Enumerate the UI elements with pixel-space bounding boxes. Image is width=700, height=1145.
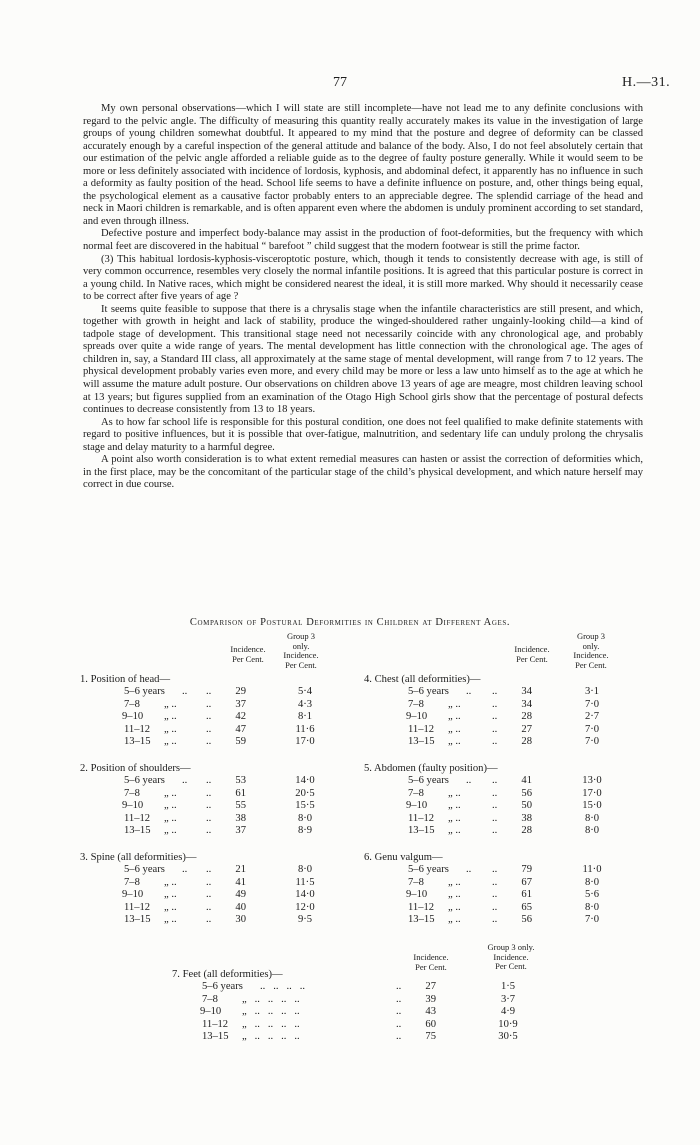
section-title: 4. Chest (all deformities)— bbox=[364, 674, 481, 685]
group3-cell: 8·9 bbox=[297, 824, 313, 836]
document-reference: H.—31. bbox=[622, 75, 671, 90]
leader-dots: .. bbox=[206, 800, 212, 812]
table-row bbox=[364, 788, 700, 800]
header-line: Group 3 only. bbox=[487, 942, 535, 952]
group3-cell: 4·9 bbox=[500, 1006, 516, 1018]
leader-dots: „ .. bbox=[448, 812, 461, 824]
age-cell: 5–6 years bbox=[124, 686, 165, 698]
group3-cell: 5·6 bbox=[584, 889, 600, 901]
leader-dots: „ .. bbox=[448, 723, 461, 735]
incidence-cell: 28 bbox=[521, 711, 532, 723]
table-row bbox=[364, 864, 700, 876]
leader-dots: .. bbox=[492, 864, 498, 876]
age-cell: 11–12 bbox=[408, 723, 435, 735]
age-cell: 11–12 bbox=[124, 723, 151, 735]
leader-dots: .. bbox=[492, 723, 498, 735]
group3-cell: 10·9 bbox=[498, 1018, 518, 1030]
incidence-cell: 47 bbox=[235, 723, 246, 735]
table-row bbox=[364, 825, 700, 837]
section-title: 1. Position of head— bbox=[80, 674, 171, 685]
age-cell: 5–6 years bbox=[408, 775, 449, 787]
leader-dots: .. .. .. .. bbox=[260, 981, 306, 993]
group3-cell: 7·0 bbox=[584, 698, 600, 710]
table-row bbox=[364, 699, 700, 711]
leader-dots: „ .. bbox=[164, 876, 177, 888]
leader-dots: .. bbox=[396, 1018, 402, 1030]
leader-dots: „ .. bbox=[164, 824, 177, 836]
header-line: Per Cent. bbox=[575, 659, 607, 670]
age-cell: 13–15 bbox=[124, 735, 151, 747]
group3-cell: 12·0 bbox=[295, 901, 315, 913]
leader-dots: .. bbox=[206, 812, 212, 824]
leader-dots: .. bbox=[466, 775, 472, 787]
group3-cell: 11·0 bbox=[582, 864, 602, 876]
leader-dots: .. bbox=[492, 876, 498, 888]
leader-dots: „ .. .. .. .. bbox=[242, 1006, 300, 1018]
age-cell: 13–15 bbox=[124, 913, 151, 925]
header-line: Per Cent. bbox=[415, 961, 447, 972]
age-cell: 9–10 bbox=[122, 711, 144, 723]
table-row bbox=[364, 902, 700, 914]
group3-cell: 1·5 bbox=[500, 981, 516, 993]
table-row bbox=[364, 889, 700, 901]
leader-dots: „ .. bbox=[448, 876, 461, 888]
incidence-cell: 34 bbox=[521, 686, 532, 698]
leader-dots: „ .. bbox=[448, 787, 461, 799]
table-section bbox=[364, 674, 700, 748]
table-row bbox=[364, 724, 700, 736]
table-row bbox=[172, 1031, 700, 1043]
paragraph: As to how far school life is responsible for this postural condition, one does not feel qualified to make definite statements with regard to positive influences, but it is possible that over-fatigue, malnutrition, and sedentary life can unduly prolong the chrysalis stage and delay maturity to a harmful degree. bbox=[83, 416, 643, 453]
leader-dots: „ .. bbox=[164, 901, 177, 913]
leader-dots: „ .. .. .. .. bbox=[242, 1030, 300, 1042]
header-line: only. bbox=[582, 640, 600, 651]
group3-cell: 15·0 bbox=[582, 800, 602, 812]
leader-dots: .. bbox=[492, 735, 498, 747]
table-row bbox=[364, 877, 700, 889]
group3-cell: 11·5 bbox=[295, 876, 315, 888]
leader-dots: .. bbox=[396, 993, 402, 1005]
incidence-cell: 41 bbox=[235, 876, 246, 888]
header-line: Per Cent. bbox=[285, 659, 317, 670]
table-section bbox=[172, 969, 700, 1043]
table-row bbox=[172, 981, 700, 993]
age-cell: 13–15 bbox=[408, 913, 435, 925]
leader-dots: .. bbox=[206, 711, 212, 723]
paragraph: My own personal observations—which I will state are still incomplete—have not lead me to any definite conclusions with regard to the pelvic angle. The difficulty of measuring this quantity really accurately makes its value in the investigation of large groups of young children somewhat doubtful. It appeared to my mind that the posture and degree of deformity can be classed accurately enough by a careful inspection of the general attitude and balance of the body. Also, I do not feel absolutely certain that our estimation of the pelvic angle afforded a reliable guide as to the degree of faulty posture generally. While it would seem to be more or less definitely associated with incidence of lordosis, kyphosis, and abdominal defect, it apparently has no influence in such a deformity as faulty position of the head. School life seems to have a definite influence on posture, and, other things being equal, the psychological element as a causative factor probably enters to an appreciable degree. The splendid carriage of the head and neck in Maori children is remarkable, and is often apparent even where the abdomen is unduly prominent according to set standard, and even through illness. bbox=[83, 103, 643, 227]
leader-dots: .. bbox=[396, 981, 402, 993]
leader-dots: .. bbox=[492, 812, 498, 824]
table-row bbox=[364, 686, 700, 698]
table-row bbox=[364, 711, 700, 723]
incidence-cell: 49 bbox=[235, 889, 246, 901]
incidence-cell: 67 bbox=[521, 876, 532, 888]
leader-dots: .. bbox=[206, 864, 212, 876]
leader-dots: .. bbox=[206, 723, 212, 735]
leader-dots: „ .. bbox=[164, 787, 177, 799]
incidence-cell: 55 bbox=[235, 800, 246, 812]
leader-dots: .. bbox=[206, 876, 212, 888]
incidence-header-right bbox=[509, 645, 555, 664]
group3-cell: 5·4 bbox=[297, 686, 313, 698]
section-title: 2. Position of shoulders— bbox=[80, 763, 191, 774]
group3-cell: 14·0 bbox=[295, 889, 315, 901]
incidence-cell: 30 bbox=[235, 913, 246, 925]
paragraph: Defective posture and imperfect body-balance may assist in the production of foot-deformities, but the frequency with which normal feet are discovered in the habitual “ barefoot ” child suggest that the modern footwear is still the prime factor. bbox=[83, 228, 643, 253]
header-line: only. bbox=[292, 640, 310, 651]
leader-dots: .. bbox=[492, 824, 498, 836]
leader-dots: „ .. bbox=[448, 889, 461, 901]
group3-cell: 14·0 bbox=[295, 775, 315, 787]
incidence-cell: 59 bbox=[235, 735, 246, 747]
header-line: Per Cent. bbox=[232, 653, 264, 664]
age-cell: 5–6 years bbox=[124, 775, 165, 787]
paragraph: It seems quite feasible to suppose that there is a chrysalis stage when the infantile characteristics are still present, and which, together with growth in height and lack of stability, produce the winged-shouldered rather ungainly-looking child—a kind of tadpole stage of development. This transitional stage need not necessarily coincide with any chronological age, and probably spreads over quite a wide range of years. The mental development has little connection with the chronological age. The ages of children in, say, a Standard III class, all approximately at the same stage of mental development, will range from 7 to 12 years. The physical development probably varies even more, and every child may be more or less a law unto himself as to the age at which he will assume the mature adult posture. Our observations on children above 13 years of age are meagre, most children leaving school at 13 years; but figures supplied from an examination of the Otago High School girls show that the percentage of postural defects continues to decrease consistently from 13 to 18 years. bbox=[83, 303, 643, 416]
header-line: Per Cent. bbox=[516, 653, 548, 664]
leader-dots: „ .. bbox=[164, 711, 177, 723]
incidence-cell: 50 bbox=[521, 800, 532, 812]
incidence-cell: 42 bbox=[235, 711, 246, 723]
section-title: 3. Spine (all deformities)— bbox=[80, 852, 197, 863]
leader-dots: .. bbox=[206, 889, 212, 901]
leader-dots: .. bbox=[182, 775, 188, 787]
group3-cell: 17·0 bbox=[582, 787, 602, 799]
age-cell: 9–10 bbox=[122, 889, 144, 901]
header-line: Group 3 bbox=[286, 631, 316, 641]
age-cell: 5–6 years bbox=[202, 981, 243, 993]
incidence-cell: 79 bbox=[521, 864, 532, 876]
age-cell: 7–8 bbox=[124, 698, 140, 710]
incidence-cell: 28 bbox=[521, 735, 532, 747]
group3-cell: 11·6 bbox=[295, 723, 315, 735]
group3-cell: 30·5 bbox=[498, 1030, 518, 1042]
leader-dots: .. bbox=[492, 775, 498, 787]
header-line: Incidence. bbox=[283, 650, 319, 660]
group3-cell: 8·0 bbox=[584, 824, 600, 836]
group3-cell: 3·1 bbox=[584, 686, 600, 698]
group3-header-feet bbox=[478, 943, 544, 972]
incidence-cell: 28 bbox=[521, 824, 532, 836]
incidence-cell: 37 bbox=[235, 698, 246, 710]
leader-dots: „ .. bbox=[448, 824, 461, 836]
paragraph: (3) This habitual lordosis-kyphosis-visceroptotic posture, which, though it tends to consistently decrease with age, is still of very common occurrence, resembles very closely the normal infantile positions. It is agreed that this particular posture is correct in a young child. In Native races, which might be considered nearest the ideal, it is still more marked. Why should it necessarily cease to be correct after five years of age ? bbox=[83, 253, 643, 303]
paragraph: A point also worth consideration is to what extent remedial measures can hasten or assist the correction of deformities which, in the first place, may be the concomitant of the particular stage of the child’s physical development, and which nature herself may correct in due course. bbox=[83, 454, 643, 491]
age-cell: 13–15 bbox=[202, 1030, 229, 1042]
group3-header-right bbox=[568, 632, 614, 670]
leader-dots: „ .. bbox=[448, 913, 461, 925]
leader-dots: .. bbox=[206, 775, 212, 787]
leader-dots: „ .. .. .. .. bbox=[242, 1018, 300, 1030]
section-title: 6. Genu valgum— bbox=[364, 852, 443, 863]
incidence-cell: 61 bbox=[521, 889, 532, 901]
table-section bbox=[364, 763, 700, 837]
leader-dots: „ .. bbox=[164, 913, 177, 925]
leader-dots: .. bbox=[206, 824, 212, 836]
leader-dots: .. bbox=[492, 711, 498, 723]
age-cell: 11–12 bbox=[408, 812, 435, 824]
age-cell: 7–8 bbox=[124, 787, 140, 799]
age-cell: 9–10 bbox=[406, 889, 428, 901]
leader-dots: .. bbox=[396, 1006, 402, 1018]
group3-cell: 9·5 bbox=[297, 913, 313, 925]
incidence-cell: 56 bbox=[521, 787, 532, 799]
group3-cell: 8·1 bbox=[297, 711, 313, 723]
incidence-cell: 53 bbox=[235, 775, 246, 787]
incidence-cell: 75 bbox=[425, 1030, 436, 1042]
group3-cell: 8·0 bbox=[584, 901, 600, 913]
leader-dots: „ .. bbox=[448, 800, 461, 812]
group3-header-left bbox=[278, 632, 324, 670]
age-cell: 7–8 bbox=[408, 787, 424, 799]
table-row bbox=[364, 800, 700, 812]
incidence-cell: 65 bbox=[521, 901, 532, 913]
leader-dots: .. bbox=[396, 1030, 402, 1042]
incidence-cell: 38 bbox=[521, 812, 532, 824]
table-row bbox=[172, 1019, 700, 1031]
leader-dots: .. bbox=[206, 698, 212, 710]
header-line: Incidence. bbox=[514, 644, 550, 654]
header-line: Group 3 bbox=[576, 631, 606, 641]
age-cell: 11–12 bbox=[408, 901, 435, 913]
age-cell: 7–8 bbox=[124, 876, 140, 888]
group3-cell: 8·0 bbox=[584, 812, 600, 824]
leader-dots: .. bbox=[492, 800, 498, 812]
age-cell: 13–15 bbox=[408, 735, 435, 747]
group3-cell: 13·0 bbox=[582, 775, 602, 787]
section-title: 7. Feet (all deformities)— bbox=[172, 969, 283, 980]
age-cell: 13–15 bbox=[124, 824, 151, 836]
leader-dots: .. bbox=[206, 787, 212, 799]
section-title: 5. Abdomen (faulty position)— bbox=[364, 763, 498, 774]
leader-dots: .. bbox=[206, 901, 212, 913]
incidence-cell: 60 bbox=[425, 1018, 436, 1030]
leader-dots: .. bbox=[492, 901, 498, 913]
leader-dots: .. bbox=[466, 864, 472, 876]
age-cell: 7–8 bbox=[408, 876, 424, 888]
header-line: Per Cent. bbox=[495, 961, 527, 971]
leader-dots: .. bbox=[206, 735, 212, 747]
header-line: Incidence. bbox=[573, 650, 609, 660]
group3-cell: 20·5 bbox=[295, 787, 315, 799]
leader-dots: „ .. bbox=[448, 711, 461, 723]
incidence-cell: 39 bbox=[425, 993, 436, 1005]
leader-dots: „ .. bbox=[164, 735, 177, 747]
leader-dots: .. bbox=[206, 686, 212, 698]
age-cell: 7–8 bbox=[408, 698, 424, 710]
group3-cell: 8·0 bbox=[297, 812, 313, 824]
leader-dots: „ .. bbox=[164, 812, 177, 824]
age-cell: 7–8 bbox=[202, 993, 218, 1005]
leader-dots: .. bbox=[492, 698, 498, 710]
incidence-cell: 38 bbox=[235, 812, 246, 824]
body-text bbox=[83, 103, 643, 492]
leader-dots: „ .. bbox=[448, 901, 461, 913]
age-cell: 9–10 bbox=[406, 711, 428, 723]
leader-dots: „ .. bbox=[164, 698, 177, 710]
group3-cell: 2·7 bbox=[584, 711, 600, 723]
incidence-cell: 34 bbox=[521, 698, 532, 710]
table-row bbox=[364, 914, 700, 926]
group3-cell: 17·0 bbox=[295, 735, 315, 747]
age-cell: 9–10 bbox=[122, 800, 144, 812]
incidence-cell: 41 bbox=[521, 775, 532, 787]
group3-cell: 8·0 bbox=[584, 876, 600, 888]
leader-dots: .. bbox=[492, 913, 498, 925]
leader-dots: .. bbox=[492, 889, 498, 901]
incidence-cell: 40 bbox=[235, 901, 246, 913]
table-row bbox=[172, 994, 700, 1006]
table-row bbox=[172, 1006, 700, 1018]
leader-dots: „ .. bbox=[448, 735, 461, 747]
table-row bbox=[364, 813, 700, 825]
age-cell: 11–12 bbox=[124, 812, 151, 824]
leader-dots: .. bbox=[492, 787, 498, 799]
header-line: Incidence. bbox=[413, 952, 449, 962]
leader-dots: .. bbox=[206, 913, 212, 925]
age-cell: 5–6 years bbox=[124, 864, 165, 876]
table-row bbox=[364, 775, 700, 787]
age-cell: 9–10 bbox=[406, 800, 428, 812]
group3-cell: 8·0 bbox=[297, 864, 313, 876]
group3-cell: 7·0 bbox=[584, 735, 600, 747]
incidence-cell: 56 bbox=[521, 913, 532, 925]
incidence-cell: 61 bbox=[235, 787, 246, 799]
age-cell: 5–6 years bbox=[408, 864, 449, 876]
leader-dots: .. bbox=[492, 686, 498, 698]
age-cell: 9–10 bbox=[200, 1006, 222, 1018]
age-cell: 5–6 years bbox=[408, 686, 449, 698]
age-cell: 13–15 bbox=[408, 824, 435, 836]
leader-dots: .. bbox=[182, 686, 188, 698]
header-line: Incidence. bbox=[493, 951, 529, 962]
age-cell: 11–12 bbox=[202, 1018, 229, 1030]
leader-dots: „ .. bbox=[164, 723, 177, 735]
incidence-cell: 43 bbox=[425, 1006, 436, 1018]
header-line: Incidence. bbox=[230, 644, 266, 654]
group3-cell: 15·5 bbox=[295, 800, 315, 812]
leader-dots: „ .. .. .. .. bbox=[242, 993, 300, 1005]
group3-cell: 4·3 bbox=[297, 698, 313, 710]
leader-dots: .. bbox=[466, 686, 472, 698]
incidence-cell: 27 bbox=[521, 723, 532, 735]
group3-cell: 3·7 bbox=[500, 993, 516, 1005]
incidence-cell: 29 bbox=[235, 686, 246, 698]
table-section bbox=[364, 852, 700, 926]
incidence-cell: 21 bbox=[235, 864, 246, 876]
table-row bbox=[364, 736, 700, 748]
group3-cell: 7·0 bbox=[584, 913, 600, 925]
incidence-cell: 27 bbox=[425, 981, 436, 993]
age-cell: 11–12 bbox=[124, 901, 151, 913]
leader-dots: „ .. bbox=[164, 800, 177, 812]
table-title: Comparison of Postural Deformities in Children at Different Ages. bbox=[189, 617, 511, 628]
incidence-header-left bbox=[225, 645, 271, 664]
page-number: 77 bbox=[333, 75, 347, 90]
group3-cell: 7·0 bbox=[584, 723, 600, 735]
leader-dots: „ .. bbox=[448, 698, 461, 710]
leader-dots: „ .. bbox=[164, 889, 177, 901]
incidence-cell: 37 bbox=[235, 824, 246, 836]
leader-dots: .. bbox=[182, 864, 188, 876]
